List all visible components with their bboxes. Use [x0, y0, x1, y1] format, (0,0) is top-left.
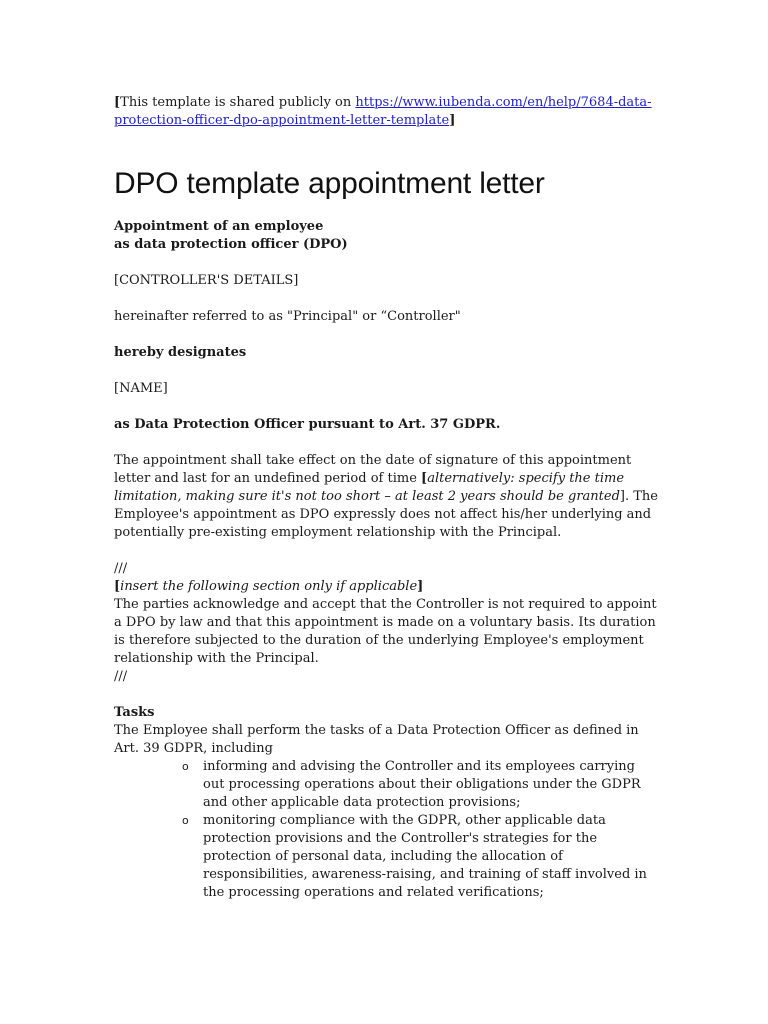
note-prefix: This template is shared publicly on — [120, 95, 356, 110]
document-title: DPO template appointment letter — [114, 167, 545, 200]
referred-as-line: hereinafter referred to as "Principal" or “Controller" — [114, 309, 461, 324]
pursuant-line: as Data Protection Officer pursuant to Art. 37 GDPR. — [114, 417, 501, 432]
appointment-text-start: The appointment shall take effect on the date of signature of this appointment letter and last for an undefined period of time — [114, 453, 632, 486]
task-text: informing and advising the Controller and its employees carrying out processing operations about their obligations under the GDPR and other applicable data protection provisions; — [203, 759, 641, 810]
note-open-bracket: [ — [114, 95, 121, 110]
optional-body: The parties acknowledge and accept that the Controller is not required to appoint a DPO by law and that this appointment is made on a voluntary basis. Its duration is therefore subjected to the duration of the underlying Employee's employment relationship with the Principal. — [114, 597, 657, 666]
optional-separator-top: /// — [114, 561, 128, 576]
hollow-bullet-icon: o — [182, 760, 189, 773]
task-text: monitoring compliance with the GDPR, other applicable data protection provisions and the Controller's strategies for the protection of personal data, including the allocation of responsibilities, awareness-raising, and training of staff involved in the processing operations and related verifications; — [203, 813, 647, 900]
appointment-text-end: ]. The Employee's appointment as DPO expressly does not affect his/her underlying and potentially pre-existing employment relationship with the Principal. — [114, 489, 658, 540]
optional-instruction — [114, 578, 659, 596]
subtitle-line-1: Appointment of an employee — [114, 219, 324, 234]
note-close-bracket: ] — [449, 113, 456, 128]
appointment-alternative-note: alternatively: specify the time limitation, making sure it's not too short – at least 2 years should be granted — [114, 471, 625, 504]
optional-instruction-text: insert the following section only if applicable — [120, 579, 418, 594]
tasks-list — [114, 758, 659, 902]
optional-open-bracket: [ — [114, 579, 121, 594]
name-placeholder: [NAME] — [114, 381, 168, 396]
hollow-bullet-icon: o — [182, 814, 189, 827]
controller-details-placeholder: [CONTROLLER'S DETAILS] — [114, 273, 299, 288]
iubenda-template-link[interactable]: https://www.iubenda.com/en/help/7684-data-protection-officer-dpo-appointment-letter-template — [114, 95, 652, 128]
list-item — [182, 812, 659, 902]
template-source-note — [114, 94, 659, 130]
list-item — [182, 758, 659, 812]
designates-line: hereby designates — [114, 345, 247, 360]
optional-section — [114, 560, 659, 686]
optional-close-bracket: ] — [417, 579, 424, 594]
appointment-paragraph — [114, 452, 659, 542]
tasks-intro: The Employee shall perform the tasks of a Data Protection Officer as defined in Art. 39 GDPR, including — [114, 723, 639, 756]
optional-separator-bottom: /// — [114, 669, 128, 684]
tasks-heading: Tasks — [114, 705, 155, 720]
subtitle-line-2: as data protection officer (DPO) — [114, 237, 348, 252]
appointment-open-bracket: [ — [421, 471, 428, 486]
tasks-section — [114, 704, 659, 902]
document-body — [114, 94, 659, 902]
